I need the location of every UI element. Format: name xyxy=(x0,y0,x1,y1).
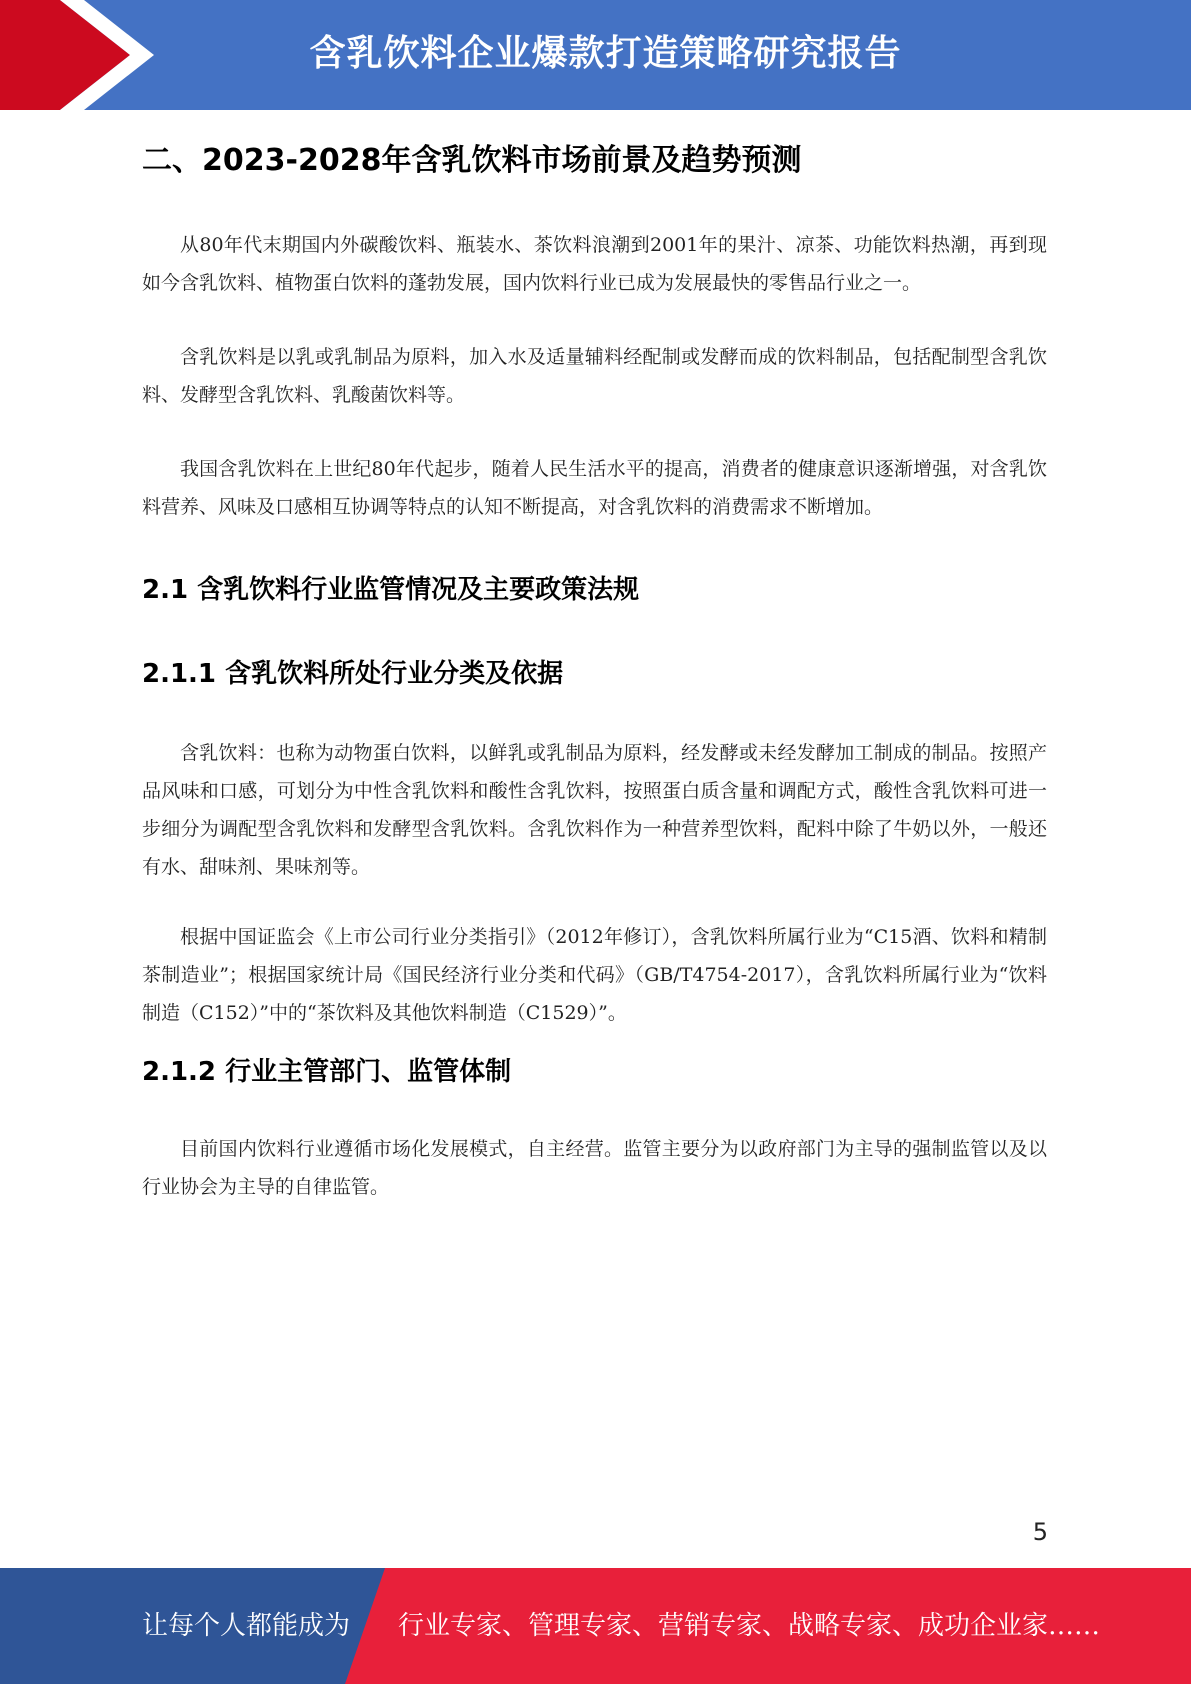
paragraph: 从80年代末期国内外碳酸饮料、瓶装水、茶饮料浪潮到2001年的果汁、凉茶、功能饮料热潮，再到现如今含乳饮料、植物蛋白饮料的蓬勃发展，国内饮料行业已成为发展最快的零售品行业之一。 xyxy=(142,234,1047,294)
section-heading-2-1: 2.1 含乳饮料行业监管情况及主要政策法规 xyxy=(142,575,640,605)
paragraph: 含乳饮料是以乳或乳制品为原料，加入水及适量辅料经配制或发酵而成的饮料制品，包括配制型含乳饮料、发酵型含乳饮料、乳酸菌饮料等。 xyxy=(142,346,1047,406)
chapter-heading: 二、2023-2028年含乳饮料市场前景及趋势预测 xyxy=(142,143,802,178)
section-heading-2-1-1: 2.1.1 含乳饮料所处行业分类及依据 xyxy=(142,659,564,689)
document-title: 含乳饮料企业爆款打造策略研究报告 xyxy=(309,33,902,74)
page-number: 5 xyxy=(1032,1518,1048,1546)
footer-slogan-left: 让每个人都能成为 xyxy=(142,1611,351,1641)
footer-banner xyxy=(0,1568,1191,1684)
section-heading-2-1-2: 2.1.2 行业主管部门、监管体制 xyxy=(142,1057,512,1087)
paragraph: 含乳饮料：也称为动物蛋白饮料，以鲜乳或乳制品为原料，经发酵或未经发酵加工制成的制品。按照产品风味和口感，可划分为中性含乳饮料和酸性含乳饮料，按照蛋白质含量和调配方式，酸性含乳饮料可进一步细分为调配型含乳饮料和发酵型含乳饮料。含乳饮料作为一种营养型饮料，配料中除了牛奶以外，一般还有水、甜味剂、果味剂等。 xyxy=(142,742,1047,878)
header-banner xyxy=(0,0,1191,110)
paragraph: 我国含乳饮料在上世纪80年代起步，随着人民生活水平的提高，消费者的健康意识逐渐增强，对含乳饮料营养、风味及口感相互协调等特点的认知不断提高，对含乳饮料的消费需求不断增加。 xyxy=(142,458,1047,518)
paragraph: 目前国内饮料行业遵循市场化发展模式，自主经营。监管主要分为以政府部门为主导的强制监管以及以行业协会为主导的自律监管。 xyxy=(142,1138,1047,1198)
paragraph: 根据中国证监会《上市公司行业分类指引》（2012年修订），含乳饮料所属行业为“C15酒、饮料和精制茶制造业”；根据国家统计局《国民经济行业分类和代码》（GB/T4754-2017），含乳饮料所属行业为“饮料制造（C152）”中的“茶饮料及其他饮料制造（C1529）”。 xyxy=(142,926,1047,1024)
footer-slogan-right: 行业专家、管理专家、营销专家、战略专家、成功企业家…… xyxy=(398,1611,1101,1641)
main-content xyxy=(142,138,1047,1206)
